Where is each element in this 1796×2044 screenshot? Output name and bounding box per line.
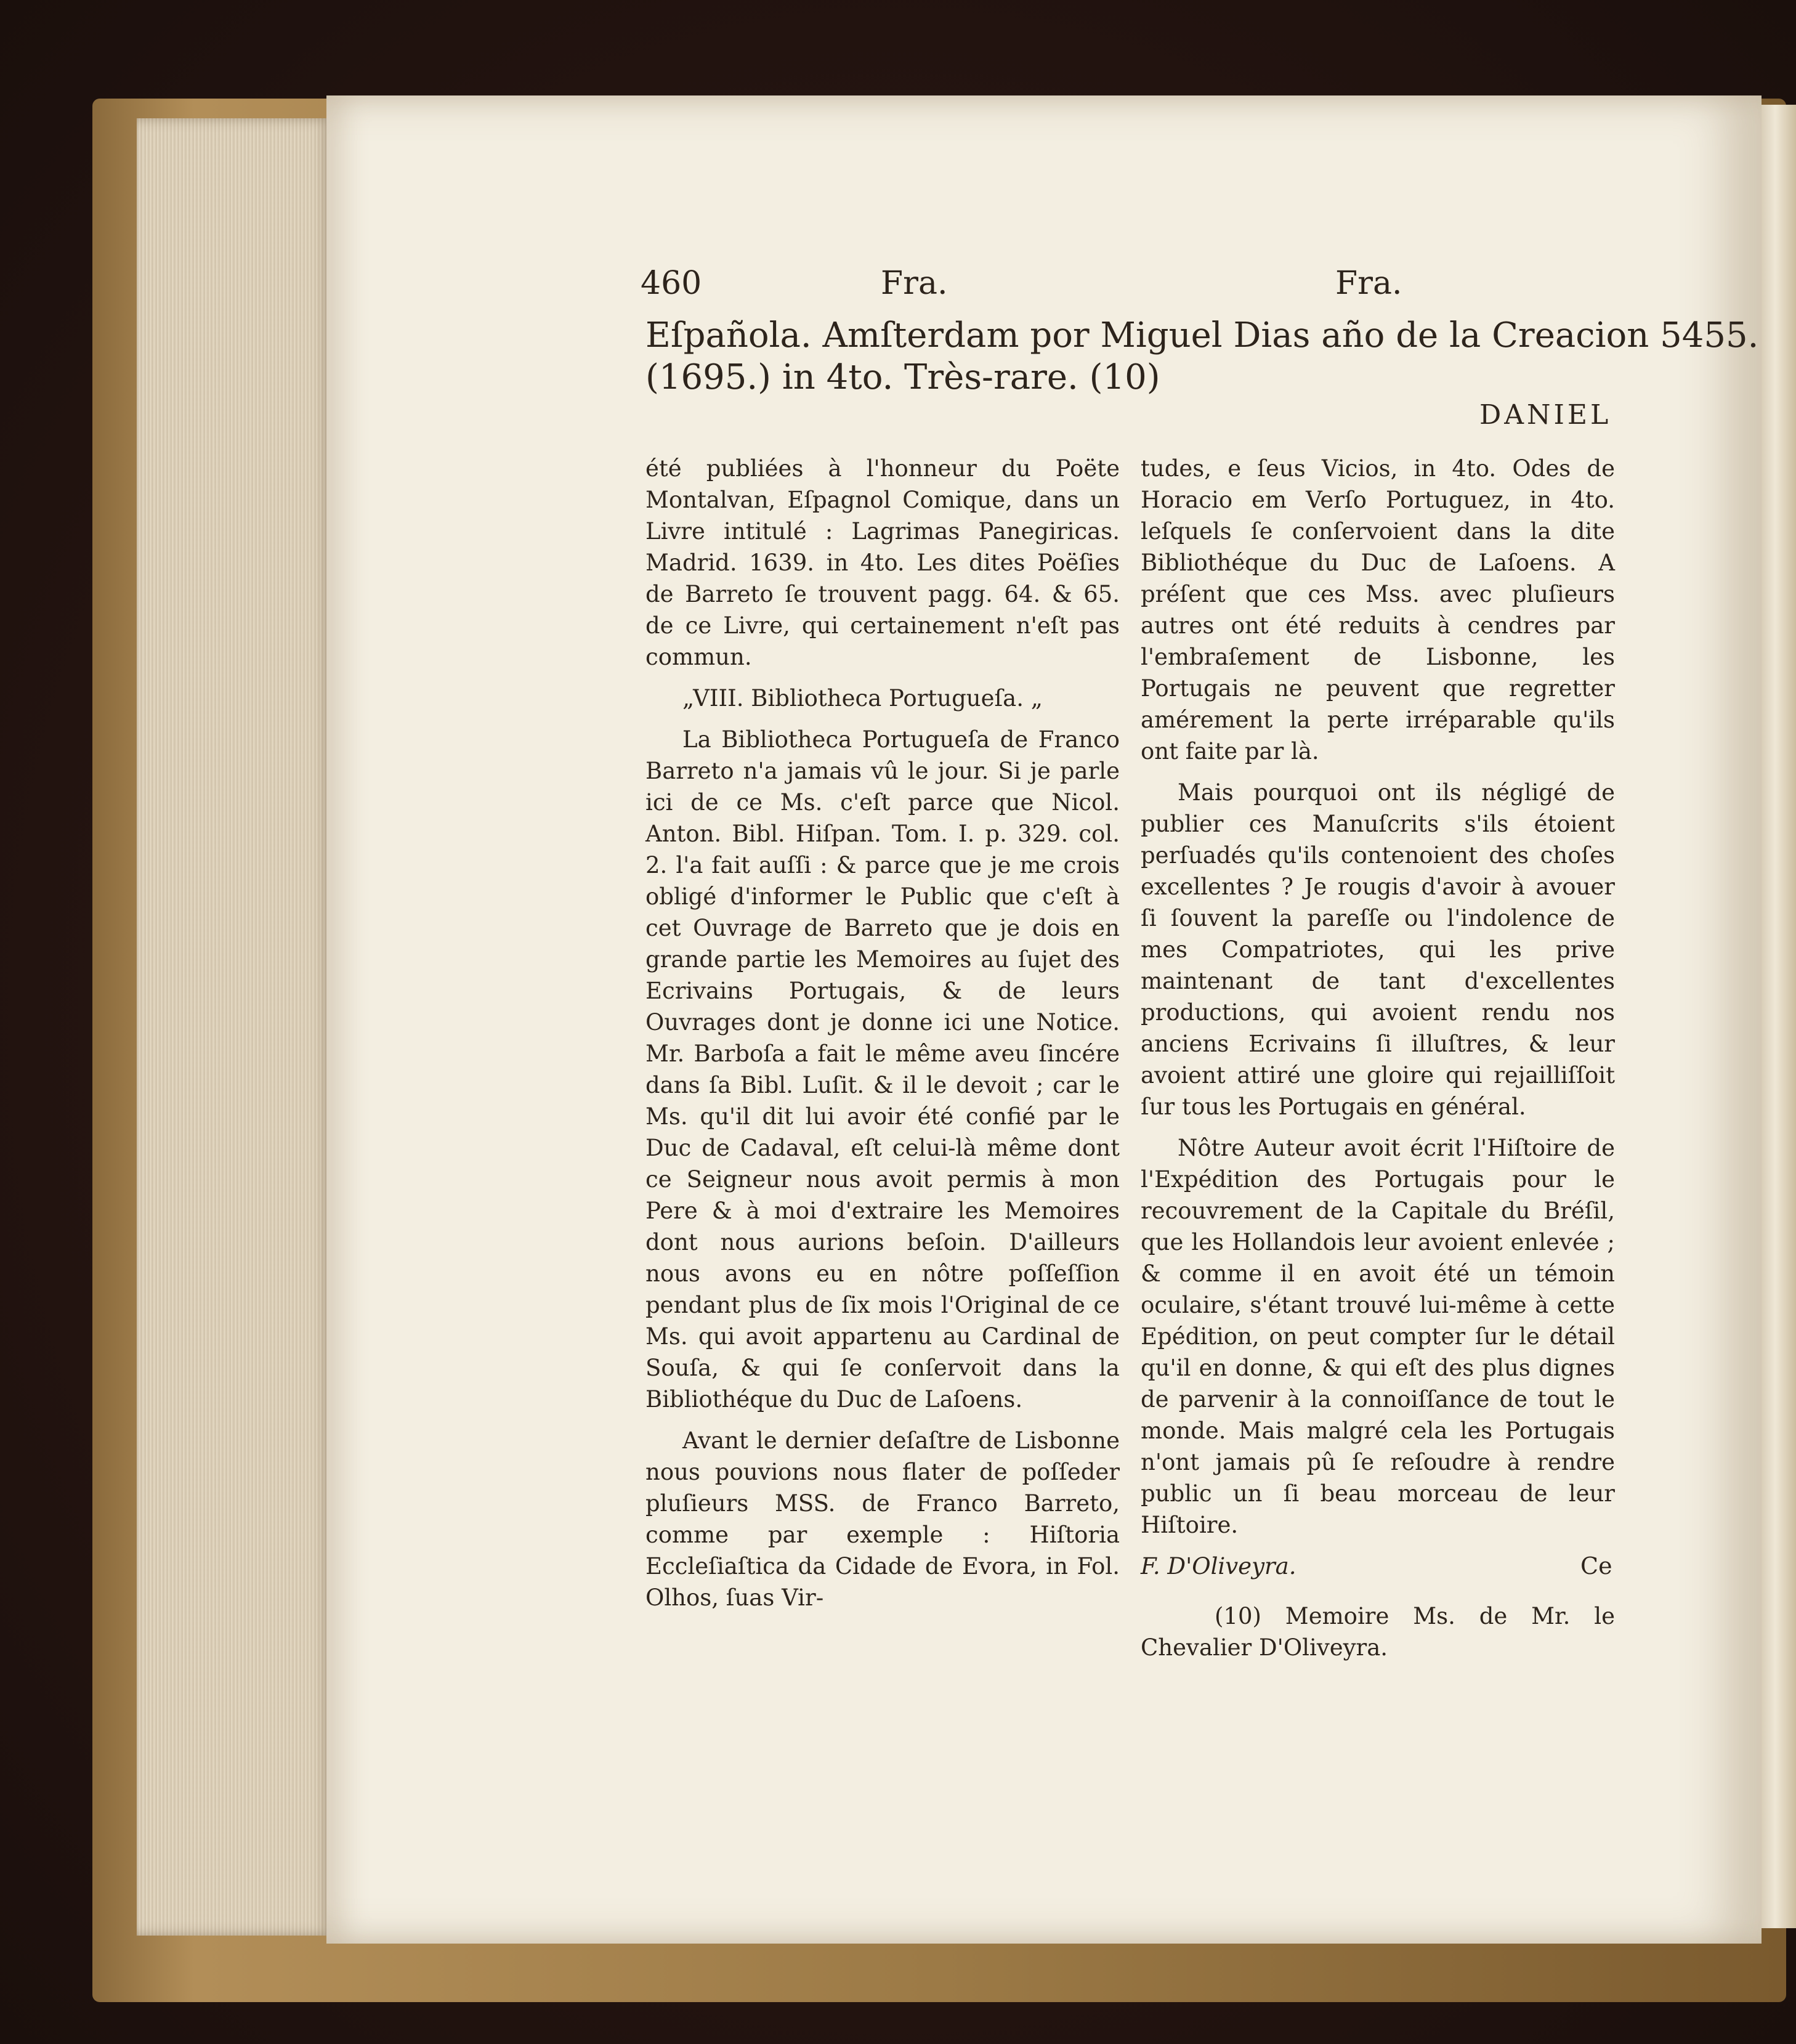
running-head-left: Fra. bbox=[881, 265, 948, 302]
right-paragraph-2: Mais pourquoi ont ils négligé de publier ces Manuſcrits s'ils étoient perſuadés qu'ils contenoient des choſes excellentes ? Je rougis d'avoir à avouer ſi ſouvent la pareſſe ou l'indolence de mes Compatriotes, qui les prive maintenant de tant d'excellentes productions, qui avoient rendu nos anciens Ecrivains ſi illuſtres, & leur avoient attiré une gloire qui rejailliſſoit ſur tous les Portugais en général. bbox=[1141, 779, 1615, 1120]
entry-title-line-1: Eſpañola. Amſterdam por Miguel Dias año de la Creacion 5455. bbox=[645, 315, 1759, 355]
running-head-right: Fra. bbox=[1335, 265, 1402, 302]
left-paragraph-1: été publiées à l'honneur du Poëte Montalvan, Eſpagnol Comique, dans un Livre intitulé : Lagrimas Panegiricas. Madrid. 1639. in 4to. Les dites Poëſies de Barreto ſe trouvent pagg. 64. & 65. de ce Livre, qui certainement n'eſt pas commun. bbox=[645, 455, 1120, 670]
right-column bbox=[1141, 453, 1615, 1673]
next-page-edge bbox=[1762, 105, 1796, 1928]
footnote: (10) Memoire Ms. de Mr. le Chevalier D'Oliveyra. bbox=[1141, 1603, 1615, 1661]
right-paragraph-3: Nôtre Auteur avoit écrit l'Hiſtoire de l'Expédition des Portugais pour le recouvrement de la Capitale du Bréſil, que les Hollandois leur avoient enlevée ; & comme il en avoit été un témoin oculaire, s'étant trouvé lui-même à cette Epédition, on peut compter ſur le détail qu'il en donne, & qui eſt des plus dignes de parvenir à la connoiſſance de tout le monde. Mais malgré cela les Portugais n'ont jamais pû ſe reſoudre à rendre public un ſi beau morceau de leur Hiſtoire. bbox=[1141, 1135, 1615, 1538]
page-number: 460 bbox=[641, 265, 702, 302]
left-column bbox=[645, 453, 1120, 1623]
catchword-top: DANIEL bbox=[1479, 399, 1612, 431]
left-paragraph-2: La Bibliotheca Portugueſa de Franco Barreto n'a jamais vû le jour. Si je parle ici de ce Ms. c'eſt parce que Nicol. Anton. Bibl. Hiſpan. Tom. I. p. 329. col. 2. l'a fait auſſi : & parce que je me crois obligé d'informer le Public que c'eſt à cet Ouvrage de Barreto que je dois en grande partie les Memoires au ſujet des Ecrivains Portugais, & de leurs Ouvrages dont je donne ici une Notice. Mr. Barboſa a fait le même aveu ſincére dans ſa Bibl. Luſit. & il le devoit ; car le Ms. qu'il dit lui avoir été confié par le Duc de Cadaval, eſt celui-là même dont ce Seigneur nous avoit permis à mon Pere & à moi d'extraire les Memoires dont nous aurions beſoin. D'ailleurs nous avons eu en nôtre poſſeſſion pendant plus de ſix mois l'Original de ce Ms. qui avoit appartenu au Cardinal de Souſa, & qui ſe conſervoit dans la Bibliothéque du Duc de Laſoens. bbox=[645, 726, 1120, 1413]
left-paragraph-3: Avant le dernier deſaſtre de Lisbonne nous pouvions nous flater de poſſeder pluſieurs MSS. de Franco Barreto, comme par exemple : Hiſtoria Eccleſiaſtica da Cidade de Evora, in Fol. Olhos, ſuas Vir- bbox=[645, 1427, 1120, 1611]
page-block-edge bbox=[137, 118, 333, 1936]
right-paragraph-1: tudes, e ſeus Vicios, in 4to. Odes de Horacio em Verſo Portuguez, in 4to. leſquels ſe conſervoient dans la dite Bibliothéque du Duc de Laſoens. A préſent que ces Mss. avec pluſieurs autres ont été reduits à cendres par l'embraſement de Lisbonne, les Portugais ne peuvent que regretter amérement la perte irréparable qu'ils ont faite par là. bbox=[1141, 455, 1615, 764]
left-section-heading: „VIII. Bibliotheca Portugueſa. „ bbox=[682, 685, 1043, 712]
author-signature: F. D'Oliveyra. bbox=[1141, 1553, 1296, 1580]
entry-title-line-2: (1695.) in 4to. Très-rare. (10) bbox=[645, 357, 1160, 397]
catchword-bottom: Ce bbox=[1580, 1552, 1612, 1580]
